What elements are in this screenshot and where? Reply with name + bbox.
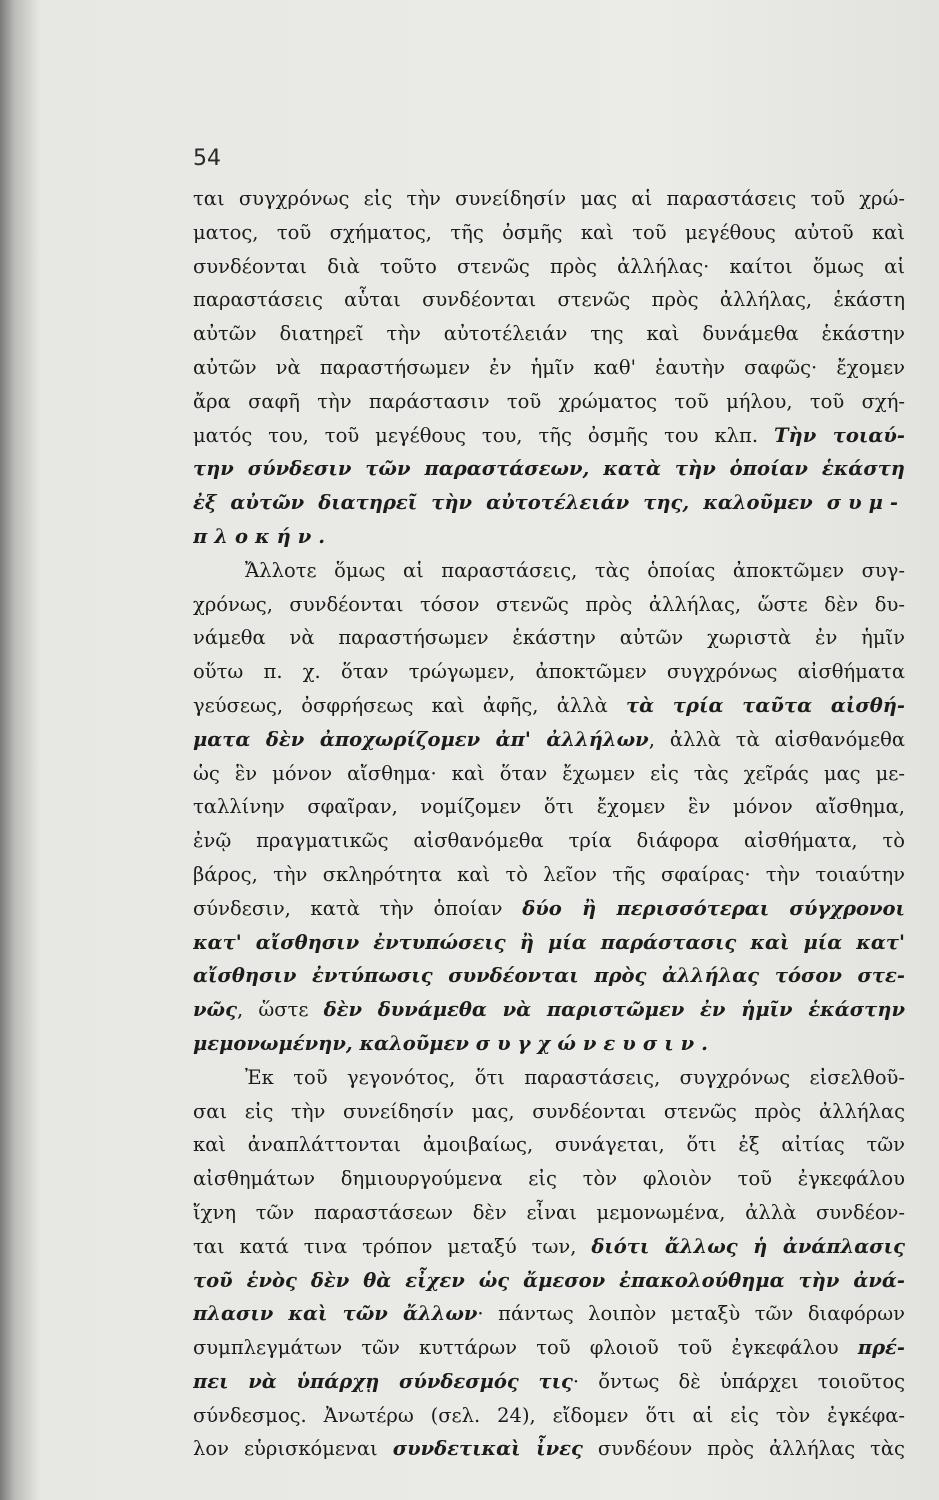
text-line <box>193 858 905 892</box>
emphasis-text: πρέ- <box>857 1336 905 1360</box>
text-line <box>193 1061 905 1095</box>
text-segment: βάρος, τὴν σκληρότητα καὶ τὸ λεῖον τῆς σφαίρας· τὴν τοιαύτην <box>193 862 905 886</box>
text-line <box>193 993 905 1027</box>
text-line <box>193 757 905 791</box>
text-line <box>193 385 905 419</box>
emphasis-text: πει νὰ ὑπάρχῃ σύνδεσμός τις <box>193 1369 573 1393</box>
emphasis-text: νῶς <box>193 998 237 1022</box>
text-line <box>193 1331 905 1365</box>
text-line <box>193 1128 905 1162</box>
text-segment: λον εὑρισκόμεναι <box>193 1437 393 1461</box>
text-line <box>193 824 905 858</box>
text-line <box>193 1095 905 1129</box>
text-segment: καὶ ἀναπλάττονται ἀμοιβαίως, συνάγεται, ὅτι ἐξ αἰτίας τῶν <box>193 1133 905 1157</box>
text-segment: συνδέονται διὰ τοῦτο στενῶς πρὸς ἀλλήλας· καίτοι ὅμως αἱ <box>193 254 905 278</box>
text-line <box>193 588 905 622</box>
emphasis-text: τοῦ ἑνὸς δὲν θὰ εἶχεν ὡς ἄμεσον ἐπακολούθημα τὴν ἀνά- <box>193 1268 905 1292</box>
emphasis-text: διότι ἄλλως ἡ ἀνάπλασις <box>591 1234 905 1258</box>
text-segment: παραστάσεις αὗται συνδέονται στενῶς πρὸς ἀλλήλας, ἑκάστη <box>193 288 905 312</box>
text-line <box>193 959 905 993</box>
text-line <box>193 1264 905 1298</box>
text-line <box>193 216 905 250</box>
text-line <box>193 250 905 284</box>
emphasis-text: ἐξ αὐτῶν διατηρεῖ τὴν αὐτοτέλειάν της, καλοῦμεν <box>193 491 827 515</box>
text-segment: σύνδεσιν, κατὰ τὴν ὁποίαν <box>193 896 523 920</box>
text-segment: αἰσθημάτων δημιουργούμενα εἰς τὸν φλοιὸν τοῦ ἐγκεφάλου <box>193 1167 905 1191</box>
text-segment: · πάντως λοιπὸν μεταξὺ τῶν διαφόρων <box>477 1302 905 1326</box>
text-segment: Ἐκ τοῦ γεγονότος, ὅτι παραστάσεις, συγχρόνως εἰσελθοῦ- <box>245 1065 905 1089</box>
text-segment: , ἀλλὰ τὰ αἰσθανόμεθα <box>648 727 905 751</box>
text-segment: ματός του, τοῦ μεγέθους του, τῆς ὀσμῆς του κλπ. <box>193 423 775 447</box>
emphasis-text: πλοκήν. <box>193 524 333 548</box>
text-segment: ταλλίνην σφαῖραν, νομίζομεν ὅτι ἔχομεν ἓν μόνον αἴσθημα, <box>193 795 905 819</box>
text-segment: σύνδεσμος. Ἀνωτέρω (σελ. 24), εἴδομεν ὅτι αἱ εἰς τὸν ἐγκέφα- <box>193 1403 905 1427</box>
text-line <box>193 1230 905 1264</box>
text-segment: Ἄλλοτε ὅμως αἱ παραστάσεις, τὰς ὁποίας ἀποκτῶμεν συγ- <box>245 558 905 582</box>
text-line <box>193 655 905 689</box>
page-number: 54 <box>193 146 221 171</box>
text-segment: νάμεθα νὰ παραστήσωμεν ἑκάστην αὐτῶν χωριστὰ ἐν ἡμῖν <box>193 626 905 650</box>
emphasis-text: Τὴν τοιαύ- <box>774 423 905 447</box>
text-line <box>193 1196 905 1230</box>
text-segment: σαι εἰς τὴν συνείδησίν μας, συνδέονται στενῶς πρὸς ἀλλήλας <box>193 1099 905 1123</box>
text-segment: · ὄντως δὲ ὑπάρχει τοιοῦτος <box>572 1369 905 1393</box>
text-line <box>193 892 905 926</box>
text-line <box>193 1399 905 1433</box>
text-line <box>193 926 905 960</box>
text-segment: αὐτῶν διατηρεῖ τὴν αὐτοτέλειάν της καὶ δυνάμεθα ἑκάστην <box>193 322 905 346</box>
text-segment: ται συγχρόνως εἰς τὴν συνείδησίν μας αἱ παραστάσεις τοῦ χρώ- <box>193 187 905 210</box>
emphasis-text: τὰ τρία ταῦτα αἰσθή- <box>625 693 905 717</box>
text-line <box>193 1297 905 1331</box>
emphasis-text: μεμονωμένην, καλοῦμεν <box>193 1031 476 1055</box>
text-line <box>193 317 905 351</box>
emphasis-text: την σύνδεσιν τῶν παραστάσεων, κατὰ τὴν ὁποίαν ἑκάστη <box>193 457 905 481</box>
text-line <box>193 452 905 486</box>
emphasis-text: κατ' αἴσθησιν ἐντυπώσεις ἢ μία παράστασις καὶ μία κατ' <box>193 930 905 954</box>
text-segment: χρόνως, συνδέονται τόσον στενῶς πρὸς ἀλλήλας, ὥστε δὲν δυ- <box>193 592 905 616</box>
text-segment: , ὥστε <box>236 998 324 1022</box>
text-line <box>193 723 905 757</box>
text-line <box>193 689 905 723</box>
text-line <box>193 621 905 655</box>
text-line <box>193 486 905 520</box>
text-line <box>193 182 905 216</box>
emphasis-text: συνδετικαὶ ἶνες <box>392 1437 583 1461</box>
text-segment: ται κατά τινα τρόπον μεταξύ των, <box>193 1234 592 1258</box>
text-segment: ἐνῷ πραγματικῶς αἰσθανόμεθα τρία διάφορα αἰσθήματα, τὸ <box>193 829 905 853</box>
emphasis-text: αἴσθησιν ἐντύπωσις συνδέονται πρὸς ἀλλήλας τόσον στε- <box>193 964 905 988</box>
text-segment: ὡς ἓν μόνον αἴσθημα· καὶ ὅταν ἔχωμεν εἰς τὰς χεῖράς μας με- <box>193 761 905 785</box>
text-line <box>193 520 905 554</box>
text-segment: γεύσεως, ὀσφρήσεως καὶ ἀφῆς, ἀλλὰ <box>193 693 626 717</box>
text-line <box>193 554 905 588</box>
text-segment: ἄρα σαφῆ τὴν παράστασιν τοῦ χρώματος τοῦ μήλου, τοῦ σχή- <box>193 389 905 413</box>
text-line <box>193 351 905 385</box>
text-segment: οὕτω π. χ. ὅταν τρώγωμεν, ἀποκτῶμεν συγχρόνως αἰσθήματα <box>193 660 905 684</box>
emphasis-text: συγχώνευσιν. <box>475 1031 715 1055</box>
emphasis-text: ματα δὲν ἀποχωρίζομεν ἀπ' ἀλλήλων <box>193 727 649 751</box>
text-segment: συνδέουν πρὸς ἀλλήλας τὰς <box>582 1437 905 1461</box>
text-segment: αὐτῶν νὰ παραστήσωμεν ἐν ἡμῖν καθ' ἑαυτὴν σαφῶς· ἔχομεν <box>193 355 905 379</box>
text-line <box>193 1162 905 1196</box>
emphasis-text: δὲν δυνάμεθα νὰ παριστῶμεν ἐν ἡμῖν ἑκάστην <box>323 998 905 1022</box>
emphasis-text: πλασιν καὶ τῶν ἄλλων <box>193 1302 478 1326</box>
text-line <box>193 1365 905 1399</box>
emphasis-text: συμ- <box>826 491 905 515</box>
text-line <box>193 790 905 824</box>
text-line <box>193 419 905 453</box>
text-line <box>193 283 905 317</box>
body-text <box>193 182 905 1466</box>
emphasis-text: δύο ἢ περισσότεραι σύγχρονοι <box>522 896 905 920</box>
text-line <box>193 1027 905 1061</box>
text-segment: συμπλεγμάτων τῶν κυττάρων τοῦ φλοιοῦ τοῦ ἐγκεφάλου <box>193 1336 858 1360</box>
text-segment: ματος, τοῦ σχήματος, τῆς ὀσμῆς καὶ τοῦ μεγέθους αὐτοῦ καὶ <box>193 220 905 244</box>
text-segment: ἴχνη τῶν παραστάσεων δὲν εἶναι μεμονωμένα, ἀλλὰ συνδέον- <box>193 1200 905 1224</box>
text-line <box>193 1432 905 1466</box>
